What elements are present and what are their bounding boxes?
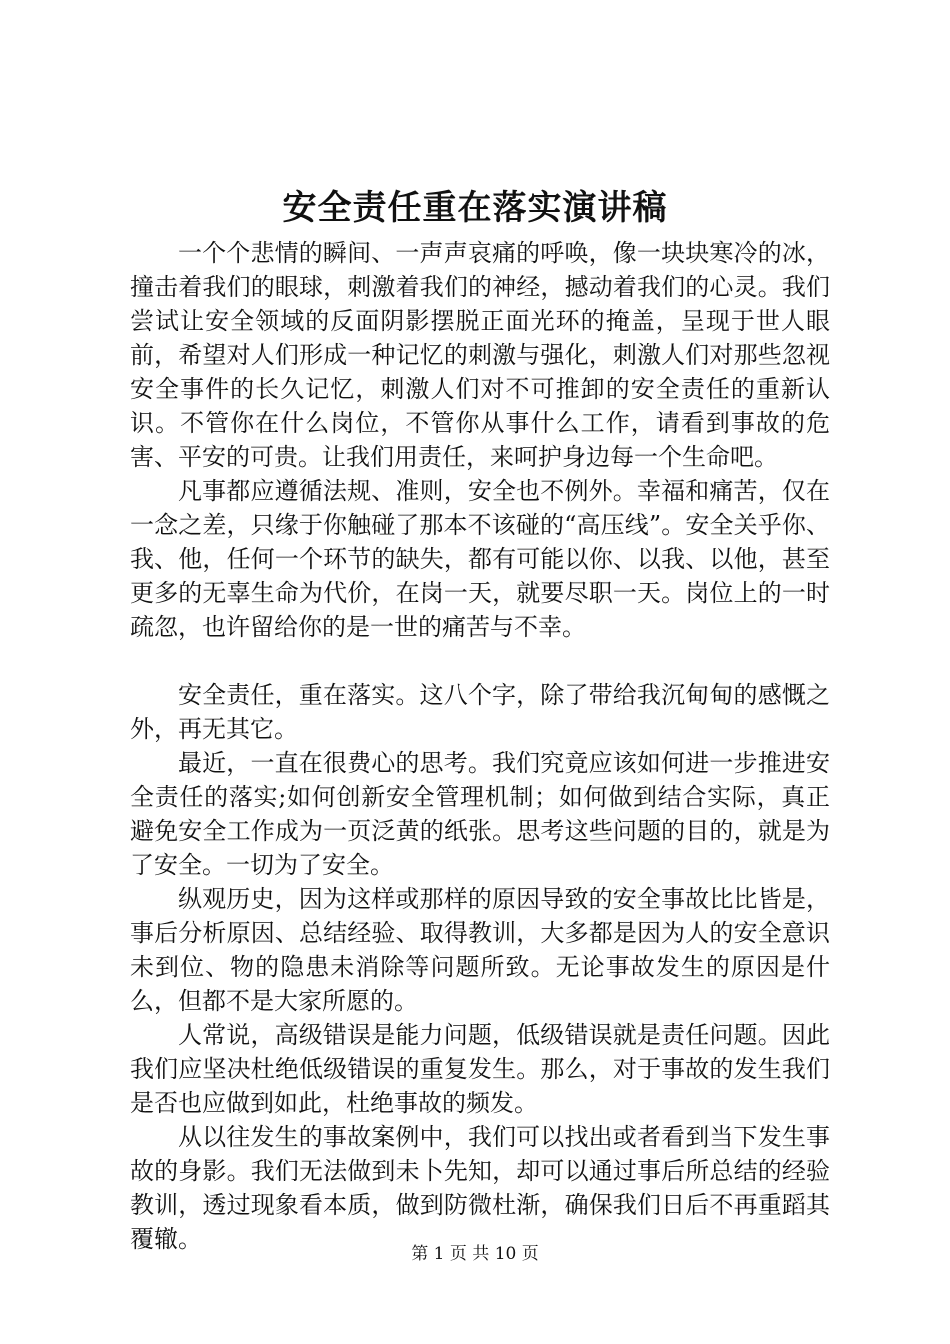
paragraph: 从以往发生的事故案例中，我们可以找出或者看到当下发生事故的身影。我们无法做到未卜先知，却可以通过事后所总结的经验教训，透过现象看本质，做到防微杜渐，确保我们日后不再重蹈其覆辙。 (130, 1123, 830, 1253)
paragraph: 人常说，高级错误是能力问题，低级错误就是责任问题。因此我们应坚决杜绝低级错误的重复发生。那么，对于事故的发生我们是否也应做到如此，杜绝事故的频发。 (130, 1021, 830, 1117)
page-number-footer: 第 1 页 共 10 页 (411, 1244, 539, 1264)
document-body (130, 236, 830, 1256)
document-title: 安全责任重在落实演讲稿 (282, 188, 668, 228)
paragraph: 凡事都应遵循法规、准则，安全也不例外。幸福和痛苦，仅在一念之差，只缘于你触碰了那本不该碰的“高压线”。安全关乎你、我、他，任何一个环节的缺失，都有可能以你、以我、以他，甚至更多的无辜生命为代价，在岗一天，就要尽职一天。岗位上的一时疏忽，也许留给你的是一世的痛苦与不幸。 (130, 477, 830, 641)
paragraph: 安全责任，重在落实。这八个字，除了带给我沉甸甸的感慨之外，再无其它。 (130, 681, 830, 743)
paragraph: 纵观历史，因为这样或那样的原因导致的安全事故比比皆是，事后分析原因、总结经验、取得教训，大多都是因为人的安全意识未到位、物的隐患未消除等问题所致。无论事故发生的原因是什么，但都不是大家所愿的。 (130, 885, 830, 1015)
paragraph: 一个个悲情的瞬间、一声声哀痛的呼唤，像一块块寒冷的冰，撞击着我们的眼球，刺激着我们的神经，撼动着我们的心灵。我们尝试让安全领域的反面阴影摆脱正面光环的掩盖，呈现于世人眼前，希望对人们形成一种记忆的刺激与强化，刺激人们对那些忽视安全事件的长久记忆，刺激人们对不可推卸的安全责任的重新认识。不管你在什么岗位，不管你从事什么工作，请看到事故的危害、平安的可贵。让我们用责任，来呵护身边每一个生命吧。 (130, 239, 830, 471)
paragraph: 最近，一直在很费心的思考。我们究竟应该如何进一步推进安全责任的落实;如何创新安全管理机制；如何做到结合实际，真正避免安全工作成为一页泛黄的纸张。思考这些问题的目的，就是为了安全。一切为了安全。 (130, 749, 830, 879)
